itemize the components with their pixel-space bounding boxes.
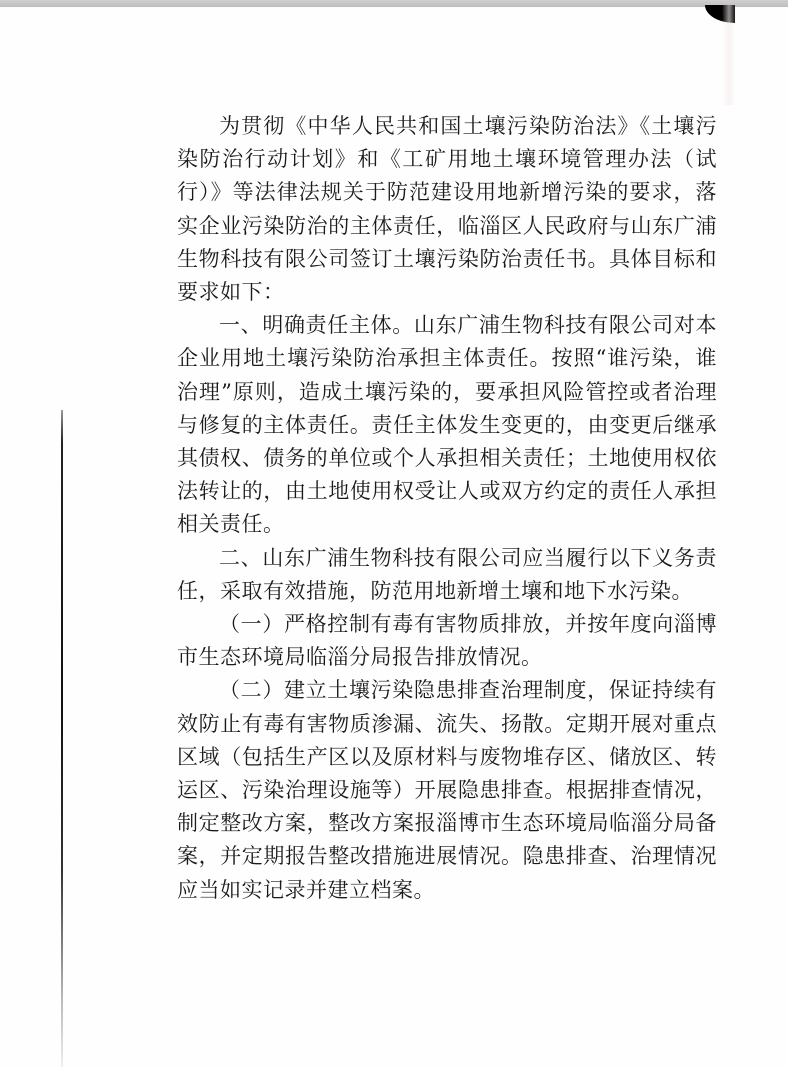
paragraph-item-2: （二）建立土壤污染隐患排查治理制度，保证持续有效防止有毒有害物质渗漏、流失、扬散。定期开展对重点区域（包括生产区以及原材料与废物堆存区、储放区、转运区、污染治理设施等）开展隐患排查。根据排查情况，制定整改方案，整改方案报淄博市生态环境局临淄分局备案，并定期报告整改措施进展情况。隐患排查、治理情况应当如实记录并建立档案。 [177,678,717,902]
paragraph-preamble: 为贯彻《中华人民共和国土壤污染防治法》《土壤污染防治行动计划》和《工矿用地土壤环境管理办法（试行）》等法律法规关于防范建设用地新增污染的要求，落实企业污染防治的主体责任，临淄区人民政府与山东广浦生物科技有限公司签订土壤污染防治责任书。具体目标和要求如下： [177,114,717,305]
binding-edge-line [61,410,63,1067]
document-body [177,110,717,907]
paragraph-item-1: （一）严格控制有毒有害物质排放，并按年度向淄博市生态环境局临淄分局报告排放情况。 [177,612,717,670]
paragraph-section-1: 一、明确责任主体。山东广浦生物科技有限公司对本企业用地土壤污染防治承担主体责任。按照“谁污染，谁治理”原则，造成土壤污染的，要承担风险管控或者治理与修复的主体责任。责任主体发生变更的，由变更后继承其债权、债务的单位或个人承担相关责任；土地使用权依法转让的，由土地使用权受让人或双方约定的责任人承担相关责任。 [177,313,717,537]
scan-top-edge [0,0,788,7]
page-fold-shadow [722,5,736,105]
paragraph-section-2: 二、山东广浦生物科技有限公司应当履行以下义务责任，采取有效措施，防范用地新增土壤和地下水污染。 [177,545,717,603]
